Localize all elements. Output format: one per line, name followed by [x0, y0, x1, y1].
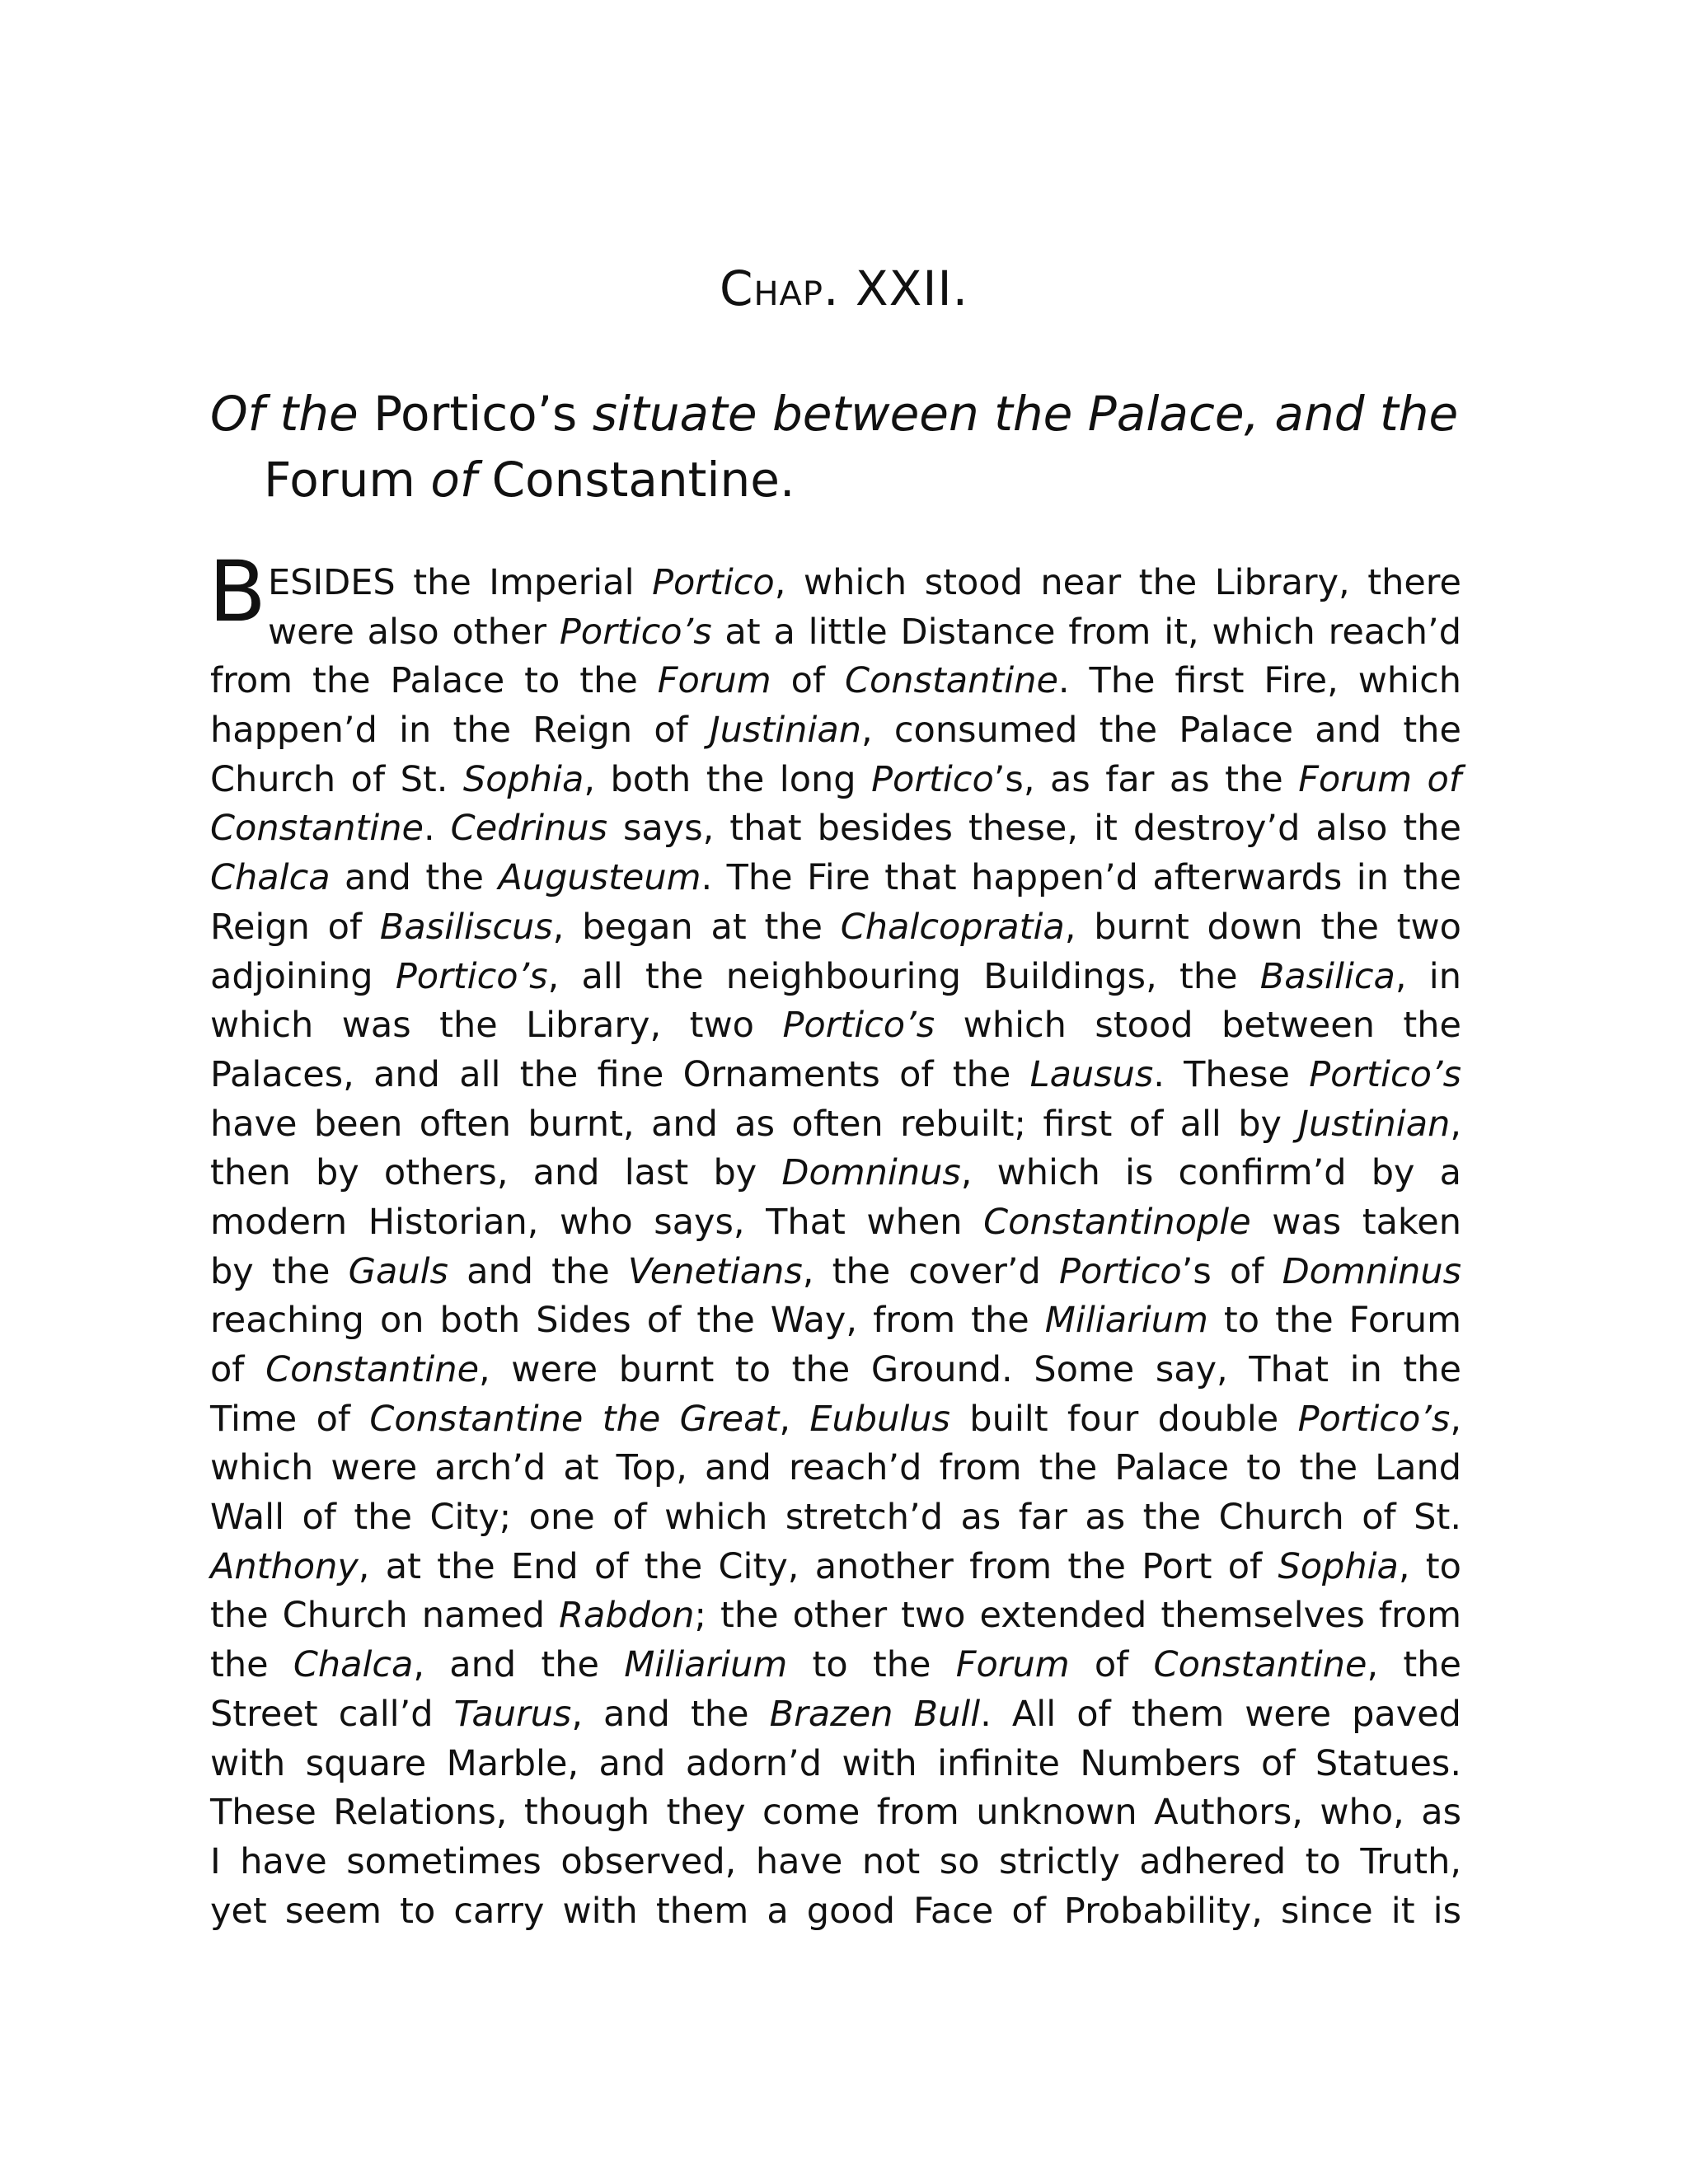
text-line — [210, 1591, 1461, 1641]
subtitle-porticos: Portico’s — [373, 386, 578, 442]
text-line — [210, 1149, 1461, 1198]
text-run: , burnt down the two — [1064, 906, 1461, 948]
italic-term: Forum — [657, 660, 771, 702]
text-run: from the Palace to the — [210, 660, 658, 702]
italic-term: Taurus — [453, 1693, 572, 1735]
text-run: Wall of the City; one of which stretch’d as far as the Church of St. — [210, 1497, 1461, 1539]
body-text — [209, 543, 1462, 1936]
italic-term: Eubulus — [809, 1398, 950, 1440]
text-run: were also other — [268, 611, 560, 653]
chapter-smallcaps: HAP — [753, 275, 824, 313]
text-line — [210, 1788, 1461, 1838]
text-line — [210, 953, 1461, 1002]
italic-term: Justinian — [710, 710, 861, 752]
text-run: , were burnt to the Ground. Some say, That in the — [479, 1349, 1461, 1390]
text-run: which were arch’d at Top, and reach’d from the Palace to the Land — [210, 1447, 1461, 1489]
text-run: ’s of — [1181, 1250, 1282, 1292]
text-run: then by others, and last by — [210, 1152, 782, 1194]
chapter-heading — [0, 255, 1688, 327]
italic-term: Domninus — [1282, 1250, 1461, 1292]
text-line — [210, 1248, 1461, 1297]
italic-term: Portico’s — [1309, 1053, 1461, 1095]
text-run: , — [779, 1398, 810, 1440]
italic-term: Cedrinus — [450, 808, 607, 850]
text-run: was taken — [1250, 1201, 1461, 1243]
italic-term: Constantine — [1153, 1644, 1367, 1686]
text-run: to the — [787, 1644, 956, 1686]
text-run: , to — [1398, 1545, 1461, 1587]
text-run: built four double — [950, 1398, 1298, 1440]
text-run: Time of — [210, 1398, 370, 1440]
text-run: , — [1450, 1103, 1461, 1145]
text-run: . — [423, 808, 451, 850]
text-run: Street call’d — [210, 1693, 454, 1735]
text-line — [210, 1690, 1461, 1740]
text-run: , began at the — [552, 906, 841, 948]
drop-cap: B — [209, 543, 266, 641]
chapter-numeral: . XXII. — [823, 260, 969, 316]
text-run: with square Marble, and adorn’d with infinite Numbers of Statues. — [210, 1742, 1461, 1784]
subtitle-of-the: Of the — [210, 386, 359, 442]
italic-term: Constantine — [844, 660, 1058, 702]
italic-term: Constantine — [210, 808, 424, 850]
text-run: ; the other two extended themselves from — [694, 1595, 1461, 1637]
text-run: which stood between the — [935, 1005, 1461, 1047]
text-line — [210, 1740, 1461, 1789]
italic-term: Portico’s — [782, 1005, 935, 1047]
italic-term: Venetians — [627, 1250, 803, 1292]
italic-term: Chalcopratia — [840, 906, 1065, 948]
text-run: , which is confirm’d by a — [960, 1152, 1461, 1194]
italic-term: Brazen Bull — [769, 1693, 981, 1735]
text-run: to the Forum — [1207, 1300, 1462, 1342]
text-run: , at the End of the City, another from the Port of — [358, 1545, 1278, 1587]
italic-term: Constantine the Great — [369, 1398, 780, 1440]
text-run: have been often burnt, and as often rebuilt; first of all by — [210, 1103, 1299, 1145]
text-run: , which stood near the Library, there — [774, 562, 1461, 603]
text-run: , and the — [571, 1693, 770, 1735]
text-line — [210, 1444, 1461, 1493]
text-run: . The Fire that happen’d afterwards in the — [701, 857, 1461, 899]
text-line — [210, 657, 1461, 706]
italic-term: Rabdon — [559, 1595, 695, 1637]
text-run: adjoining — [210, 955, 396, 997]
text-run: the — [210, 1644, 293, 1686]
text-run: and the — [448, 1250, 628, 1292]
subtitle-situate: situate between the Palace, and the — [592, 386, 1459, 442]
italic-term: Lausus — [1029, 1053, 1154, 1095]
italic-term: Miliarium — [1044, 1300, 1208, 1342]
text-run: by the — [210, 1250, 349, 1292]
italic-term: Miliarium — [624, 1644, 788, 1686]
text-run: , consumed the Palace and the — [860, 710, 1461, 752]
italic-term: Forum — [955, 1644, 1070, 1686]
text-line — [210, 903, 1461, 953]
italic-term: Constantinople — [983, 1201, 1251, 1243]
text-line — [210, 706, 1461, 756]
text-line — [210, 1346, 1461, 1395]
text-run: says, that besides these, it destroy’d also the — [607, 808, 1461, 850]
italic-term: Gauls — [348, 1250, 448, 1292]
text-run: happen’d in the Reign of — [210, 710, 710, 752]
text-run: at a little Distance from it, which reach’d — [711, 611, 1461, 653]
text-run: , — [1450, 1398, 1461, 1440]
text-run: . The first Fire, which — [1057, 660, 1461, 702]
italic-term: Portico — [652, 562, 775, 603]
subtitle-of: of — [430, 452, 477, 508]
italic-term: Portico — [871, 758, 994, 800]
italic-term: Chalca — [293, 1644, 414, 1686]
italic-term: Constantine — [265, 1349, 480, 1390]
text-run: modern Historian, who says, That when — [210, 1201, 984, 1243]
text-line — [210, 1296, 1461, 1346]
text-run: . These — [1153, 1053, 1310, 1095]
italic-term: Basilica — [1259, 955, 1395, 997]
text-run: . All of them were paved — [980, 1693, 1461, 1735]
text-run: of — [210, 1349, 266, 1390]
text-run: , and the — [413, 1644, 625, 1686]
text-line — [210, 1887, 1461, 1937]
text-run: , in — [1395, 955, 1461, 997]
italic-term: Chalca — [210, 857, 331, 899]
text-line — [210, 854, 1461, 903]
subtitle-line-1 — [210, 381, 1463, 447]
text-run: Palaces, and all the fine Ornaments of the — [210, 1053, 1030, 1095]
text-run: and the — [330, 857, 499, 899]
subtitle-line-2 — [210, 447, 1463, 513]
text-run: of — [771, 660, 845, 702]
text-line — [210, 1395, 1461, 1445]
italic-term: Forum of — [1298, 758, 1461, 800]
text-run: ESIDES the Imperial — [268, 562, 653, 603]
text-run: , the cover’d — [802, 1250, 1060, 1292]
italic-term: Portico’s — [1297, 1398, 1451, 1440]
text-line — [210, 756, 1461, 805]
subtitle-forum: Forum — [264, 452, 415, 508]
text-run: , the — [1367, 1644, 1461, 1686]
text-run: of — [1069, 1644, 1154, 1686]
italic-term: Sophia — [1278, 1545, 1399, 1587]
text-line — [210, 804, 1461, 854]
text-line — [210, 1838, 1461, 1887]
italic-term: Basiliscus — [379, 906, 553, 948]
italic-term: Justinian — [1298, 1103, 1451, 1145]
text-run: ’s, as far as the — [993, 758, 1299, 800]
italic-term: Portico’s — [395, 955, 548, 997]
subtitle-constantine: Constantine. — [491, 452, 795, 508]
text-run: Church of St. — [210, 758, 463, 800]
italic-term: Augusteum — [498, 857, 701, 899]
italic-term: Sophia — [462, 758, 584, 800]
text-line — [210, 1543, 1461, 1592]
italic-term: Anthony — [210, 1545, 359, 1587]
italic-term: Domninus — [781, 1152, 961, 1194]
text-line — [210, 1100, 1461, 1150]
chapter-subtitle — [210, 381, 1463, 513]
text-run: the Church named — [210, 1595, 560, 1637]
text-line — [210, 1001, 1461, 1051]
text-line — [210, 1051, 1461, 1100]
italic-term: Portico’s — [559, 611, 712, 653]
text-line — [210, 1493, 1461, 1543]
text-run: , both the long — [584, 758, 872, 800]
italic-term: Portico — [1059, 1250, 1182, 1292]
text-line — [210, 1641, 1461, 1690]
text-run: Reign of — [210, 906, 380, 948]
text-run: which was the Library, two — [210, 1005, 783, 1047]
text-run: , all the neighbouring Buildings, the — [547, 955, 1260, 997]
text-line — [210, 1198, 1461, 1248]
text-run: These Relations, though they come from unknown Authors, who, as — [210, 1792, 1461, 1834]
text-line — [210, 608, 1461, 658]
text-run: yet seem to carry with them a good Face of Probability, since it is — [210, 1890, 1461, 1932]
chapter-letter: C — [719, 260, 754, 316]
text-run: reaching on both Sides of the Way, from the — [210, 1300, 1045, 1342]
text-run: I have sometimes observed, have not so strictly adhered to Truth, — [210, 1840, 1461, 1882]
